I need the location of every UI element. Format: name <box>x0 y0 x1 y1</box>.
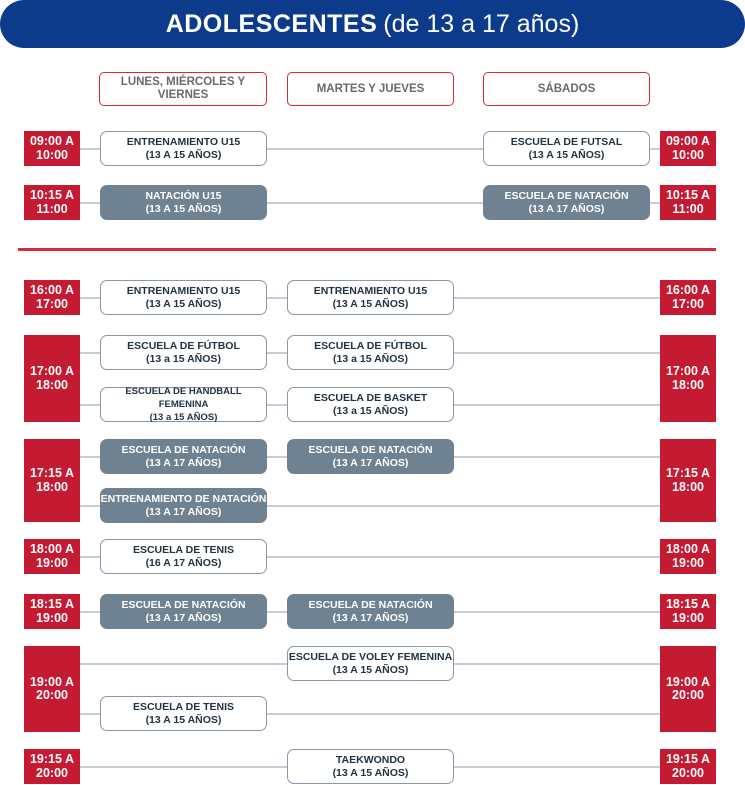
time-right-1015: 10:15 A 11:00 <box>660 185 716 220</box>
activity-box: ESCUELA DE TENIS (16 A 17 AÑOS) <box>100 539 267 574</box>
activity-box: ESCUELA DE HANDBALL FEMENINA (13 a 15 AÑOS) <box>100 387 267 422</box>
column-header-lmv: LUNES, MIÉRCOLES Y VIERNES <box>99 72 267 106</box>
time-left-1815: 18:15 A 19:00 <box>24 594 80 629</box>
activity-box: ENTRENAMIENTO U15 (13 A 15 AÑOS) <box>100 280 267 315</box>
column-header-sabados: SÁBADOS <box>483 72 650 106</box>
time-left-1015: 10:15 A 11:00 <box>24 185 80 220</box>
activity-box: ESCUELA DE NATACIÓN (13 A 17 AÑOS) <box>100 439 267 474</box>
title-age-range: (de 13 a 17 años) <box>383 10 580 38</box>
time-right-1700: 17:00 A 18:00 <box>660 335 716 422</box>
section-divider <box>18 248 716 251</box>
title-banner <box>0 0 745 48</box>
time-right-1800: 18:00 A 19:00 <box>660 539 716 574</box>
time-left-1800: 18:00 A 19:00 <box>24 539 80 574</box>
activity-box: ESCUELA DE FÚTBOL (13 a 15 AÑOS) <box>100 335 267 370</box>
title-main: ADOLESCENTES <box>165 10 378 38</box>
activity-box: ESCUELA DE NATACIÓN (13 A 17 AÑOS) <box>287 439 454 474</box>
activity-box: TAEKWONDO (13 A 15 AÑOS) <box>287 749 454 784</box>
activity-box: ESCUELA DE NATACIÓN (13 A 17 AÑOS) <box>287 594 454 629</box>
activity-box: ENTRENAMIENTO DE NATACIÓN (13 A 17 AÑOS) <box>100 488 267 523</box>
time-left-1715: 17:15 A 18:00 <box>24 439 80 522</box>
time-left-1700: 17:00 A 18:00 <box>24 335 80 422</box>
activity-box: ESCUELA DE FUTSAL (13 A 15 AÑOS) <box>483 131 650 166</box>
activity-box: ESCUELA DE NATACIÓN (13 A 17 AÑOS) <box>100 594 267 629</box>
time-left-0900: 09:00 A 10:00 <box>24 131 80 166</box>
activity-box: ESCUELA DE NATACIÓN (13 A 17 AÑOS) <box>483 185 650 220</box>
activity-box: ESCUELA DE BASKET (13 a 15 AÑOS) <box>287 387 454 422</box>
time-right-1600: 16:00 A 17:00 <box>660 280 716 315</box>
activity-box: ESCUELA DE TENIS (13 A 15 AÑOS) <box>100 696 267 731</box>
activity-box: ENTRENAMIENTO U15 (13 A 15 AÑOS) <box>100 131 267 166</box>
time-right-0900: 09:00 A 10:00 <box>660 131 716 166</box>
column-header-mj: MARTES Y JUEVES <box>287 72 454 106</box>
activity-box: ESCUELA DE VOLEY FEMENINA (13 A 15 AÑOS) <box>287 646 454 681</box>
activity-box: ESCUELA DE FÚTBOL (13 a 15 AÑOS) <box>287 335 454 370</box>
time-left-1600: 16:00 A 17:00 <box>24 280 80 315</box>
time-right-1815: 18:15 A 19:00 <box>660 594 716 629</box>
time-right-1900: 19:00 A 20:00 <box>660 646 716 732</box>
time-left-1915: 19:15 A 20:00 <box>24 749 80 784</box>
time-right-1915: 19:15 A 20:00 <box>660 749 716 784</box>
activity-box: ENTRENAMIENTO U15 (13 A 15 AÑOS) <box>287 280 454 315</box>
time-left-1900: 19:00 A 20:00 <box>24 646 80 732</box>
activity-box: NATACIÓN U15 (13 A 15 AÑOS) <box>100 185 267 220</box>
time-right-1715: 17:15 A 18:00 <box>660 439 716 522</box>
